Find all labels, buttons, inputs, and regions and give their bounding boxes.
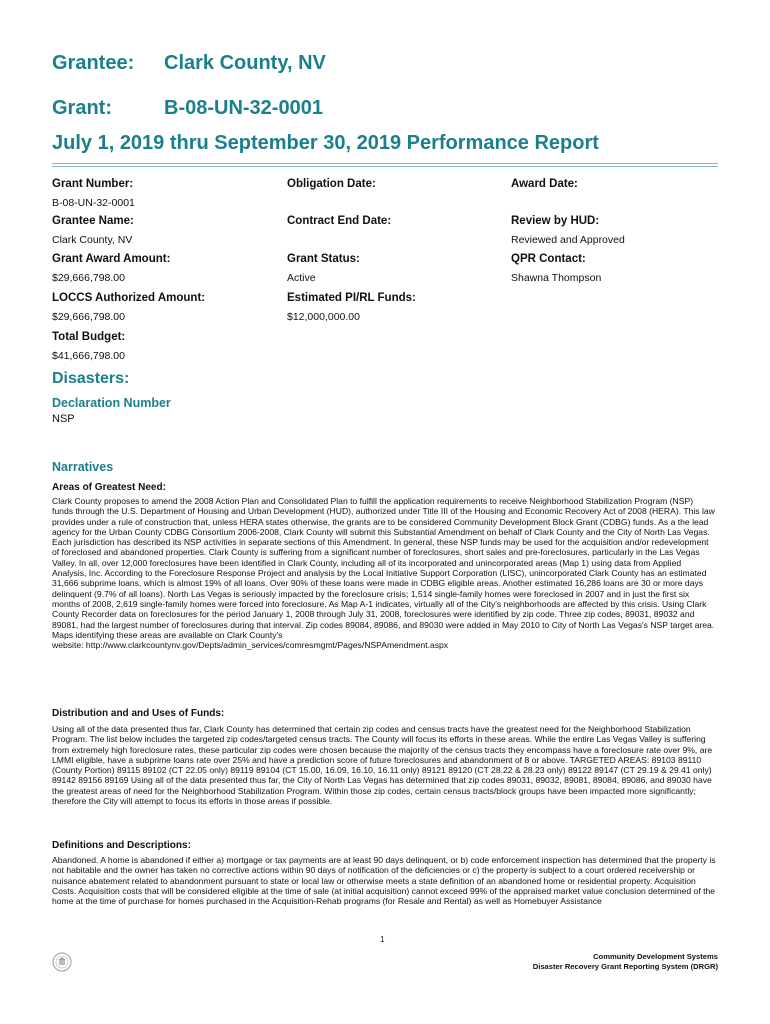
grantee-value: Clark County, NV	[164, 52, 326, 74]
distribution-body: Using all of the data presented thus far, Clark County has determined that certain zip codes and census tracts have the greatest need for the Neighborhood Stabilization Program. The list below includes the targeted zip codes/targeted census tracts. The County will focus its efforts in these areas. While the entire Las Vegas Valley is suffering from extremely high foreclosure rates, these particular zip codes were chosen because the majority of the census tracts they encompass have a foreclosure rate over 9%, are LMMI eligible, have a subprime loans rate over 25% and have a prediction score of future foreclosures and abandonment of 8 or above. TARGETED AREAS: 89103 89110 (County Portion) 89115 89102 (CT 22.05 only) 89119 89104 (CT 15.00, 16.09, 16.10, 16.11 only) 89121 89120 (CT 28.22 & 28.23 only) 89122 89147 (CT 29.19 & 29.41 only) 89142 89156 89169 Using all of the data presented thus far, the City of North Las Vegas has determined that zip codes 89031, 89032, 89081, 89084, 89086, and 89030 have the greatest areas of need for the Neighborhood Stabilization Program. Within those zip codes, certain census tracts/block groups have been impacted more significantly; therefore the City will attempt to focus its efforts in those areas if possible.	[52, 724, 713, 807]
narratives-title: Narratives	[52, 460, 114, 474]
greatest-need-heading: Areas of Greatest Need:	[52, 482, 166, 493]
distribution-heading: Distribution and and Uses of Funds:	[52, 708, 225, 719]
grant-number-field	[52, 178, 135, 209]
award-date-label: Award Date:	[511, 178, 578, 190]
grantee-name-value: Clark County, NV	[52, 234, 133, 246]
grant-award-amount-value: $29,666,798.00	[52, 272, 125, 284]
obligation-date-label: Obligation Date:	[287, 178, 376, 190]
definitions-body: Abandoned. A home is abandoned if either a) mortgage or tax payments are at least 90 days delinquent, or b) code enforcement inspection has determined that the property is not habitable and the owner has taken no corrective actions within 90 days of notification of the deficiencies or c) the property is subject to a court ordered receivership or nuisance abatement related to abandonment pursuant to state or local law or otherwise meets a state definition of an abandoned home or residential property. Acquisition Costs. Acquisition costs that will be considered eligible at the time of sale (at initial acquisition) cannot exceed 99% of the appraised market value conclusion determined of the home at the time of purchase for homes purchased in the Acquisition-Rehab programs (for Resale and Rental) as well as Homebuyer Assistance	[52, 855, 716, 907]
review-by-hud-field	[511, 215, 625, 246]
grantee-name-label: Grantee Name:	[52, 215, 134, 227]
grantee-name-field	[52, 215, 134, 246]
header-rule-bottom	[52, 166, 718, 167]
footer-line-2: Disaster Recovery Grant Reporting System (DRGR)	[532, 962, 718, 971]
grant-award-amount-label: Grant Award Amount:	[52, 253, 171, 265]
loccs-authorized-amount-label: LOCCS Authorized Amount:	[52, 292, 206, 304]
greatest-need-text	[52, 496, 716, 650]
review-by-hud-value: Reviewed and Approved	[511, 234, 625, 246]
total-budget-field	[52, 331, 125, 362]
declaration-number-label: Declaration Number	[52, 396, 171, 410]
greatest-need-body: Clark County proposes to amend the 2008 Action Plan and Consolidated Plan to fulfill the application requirements to receive Neighborhood Stabilization Program (NSP) funds through the U.S. Department of Housing and Urban Development (HUD), authorized under Title III of the Housing and Economic Recovery Act of 2008 (HERA). This law provides under a rule of construction that, unless HERA states otherwise, the grants are to be considered Community Development Block Grant (CDBG) funds. As a the lead agency for the Urban County CDBG Consortium 2006-2008, Clark County will submit this Substantial Amendment on behalf of Clark County and the City of North Las Vegas. Each jurisdiction has described its NSP activities in separate sections of this Amendment. In general, these NSP funds may be used for the acquisition and/or redevelopment of foreclosed and abandoned properties. Clark County is suffering from a significant number of foreclosures, short sales and pre-foreclosures, particularly in the Las Vegas Valley. In all, over 12,000 foreclosures have been identified in Clark County, including all of its incorporated and unincorporated areas (Map 1) using data from Applied Analysis, Inc. According to the Foreclosure Response Project and analysis by the Local Initiative Support Corporation (LISC), unincorporated Clark County has an estimated 31,666 subprime loans, which is almost 19% of all loans. Over 90% of these loans were made in CDBG eligible areas. Another estimated 16,286 loans are 30 or more days delinquent (9.7% of all loans). North Las Vegas is seriously impacted by the foreclosure crisis; 1,514 single-family homes were foreclosed in 2007 and in just the first six months of 2008, 2,619 single-family homes were forced into foreclosure. As Map A-1 indicates, virtually all of the City's neighborhoods are affected by this crisis. Using Clark County Recorder data on foreclosures for the period January 1, 2008 through July 31, 2008, foreclosures were identified by zip code. Three zip codes, 89031, 89032 and 89081, had the largest number of foreclosures during that interval. Zip codes 89084, 89086, and 89030 were added in May 2010 to City of North Las Vegas's NSP target area.	[52, 496, 715, 630]
disasters-title: Disasters:	[52, 370, 130, 387]
definitions-text	[52, 855, 716, 906]
report-title: July 1, 2019 thru September 30, 2019 Performance Report	[52, 132, 599, 154]
review-by-hud-label: Review by HUD:	[511, 215, 600, 227]
grant-status-field	[287, 253, 360, 284]
contract-end-date-field	[287, 215, 391, 234]
total-budget-label: Total Budget:	[52, 331, 126, 343]
grant-status-label: Grant Status:	[287, 253, 360, 265]
award-date-field	[511, 178, 578, 197]
grant-status-value: Active	[287, 272, 316, 284]
definitions-heading: Definitions and Descriptions:	[52, 840, 191, 851]
greatest-need-website-line: website: http://www.clarkcountynv.gov/Depts/admin_services/comresmgmt/Pages/NSPAmendment.aspx	[52, 640, 449, 651]
grant-label: Grant:	[52, 97, 112, 119]
header-rule-top	[52, 163, 718, 164]
total-budget-value: $41,666,798.00	[52, 350, 125, 362]
declaration-number-value: NSP	[52, 413, 75, 425]
page-number: 1	[380, 935, 385, 944]
distribution-text	[52, 724, 716, 806]
qpr-contact-label: QPR Contact:	[511, 253, 586, 265]
qpr-contact-value: Shawna Thompson	[511, 272, 602, 284]
estimated-pi-rl-funds-field	[287, 292, 416, 323]
hud-seal-icon	[52, 952, 72, 972]
footer-text	[533, 952, 718, 972]
grantee-heading	[52, 52, 326, 75]
estimated-pi-rl-funds-label: Estimated PI/RL Funds:	[287, 292, 416, 304]
grant-number-label: Grant Number:	[52, 178, 134, 190]
obligation-date-field	[287, 178, 376, 197]
grant-award-amount-field	[52, 253, 170, 284]
contract-end-date-label: Contract End Date:	[287, 215, 392, 227]
grant-number-value: B-08-UN-32-0001	[52, 197, 135, 209]
greatest-need-maps-line: Maps identifying these areas are available on Clark County's	[52, 629, 283, 640]
grantee-label: Grantee:	[52, 52, 135, 74]
qpr-contact-field	[511, 253, 601, 284]
footer-line-1: Community Development Systems	[593, 952, 718, 961]
grant-value: B-08-UN-32-0001	[164, 97, 323, 119]
loccs-authorized-amount-value: $29,666,798.00	[52, 311, 125, 323]
estimated-pi-rl-funds-value: $12,000,000.00	[287, 311, 360, 323]
grant-heading	[52, 97, 323, 120]
loccs-authorized-amount-field	[52, 292, 205, 323]
